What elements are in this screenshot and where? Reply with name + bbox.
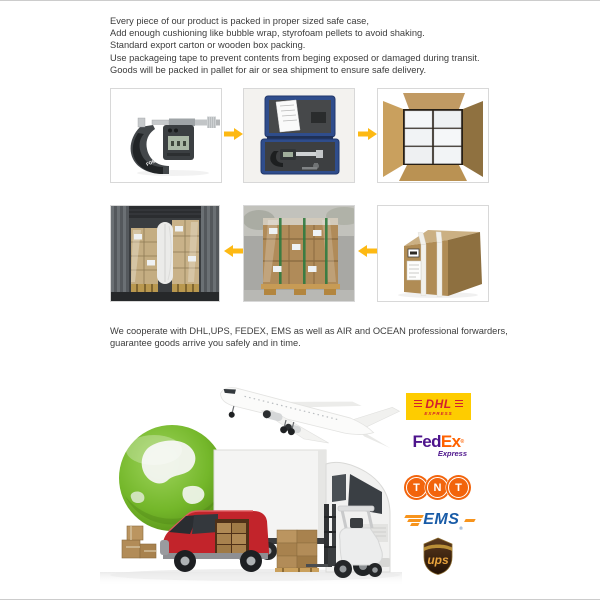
packing-line: Use packageing tape to prevent contents from beging exposed or damaged during transit. [110,52,480,63]
case-illustration [244,89,354,182]
ems-logo [399,509,479,531]
strapped-box-illustration [378,206,488,301]
airplane [215,372,400,460]
shipping-line: guarantee goods arrive you safely and in time. [110,338,301,349]
packing-line: Goods will be packed in pallet for air or sea shipment to ensure safe delivery. [110,64,427,75]
fedex-express-label: Express [437,448,467,458]
photo-digital-micrometer [110,88,222,183]
micrometer-illustration [111,89,221,182]
svg-text:ups: ups [427,553,449,567]
ups-logo [422,537,454,575]
fedex-wordmark: FedEx® [412,431,464,451]
packing-line: Add enough cushioning like bubble wrap, styrofoam pellets to avoid shaking. [110,28,425,39]
carton-illustration [378,89,488,182]
arrow-left-icon [358,245,377,257]
tnt-circle: T [404,475,429,500]
arrow-right-icon [224,128,243,140]
cardboard-boxes [122,526,156,558]
ems-registered-mark: ® [459,526,463,531]
dhl-stripes-left [414,400,422,408]
photo-micrometer-in-case [243,88,355,183]
arrow-left-icon [224,245,243,257]
photo-carton-with-boxes [377,88,489,183]
packing-line: Standard export carton or wooden box packing. [110,40,306,51]
photo-wrapped-pallet [243,205,355,302]
fedex-logo [401,428,475,463]
tnt-circle: T [446,475,471,500]
ems-wing-stripes [400,515,424,526]
ems-wordmark: EMS [423,511,460,528]
dhl-stripes-right [455,400,463,408]
top-divider [0,0,600,1]
ems-dash [464,519,475,522]
photo-strapped-box [377,205,489,302]
tnt-circle: N [425,475,450,500]
photo-container-loading [110,205,220,302]
tnt-logo [404,474,471,501]
packing-line: Every piece of our product is packed in proper sized safe case, [110,16,369,26]
svg-text:FOM: FOM [145,158,157,167]
packing-description [110,15,480,76]
shipping-description [110,325,508,349]
container-illustration [111,206,219,301]
logistics-scene-illustration [100,372,402,586]
dhl-express-label: EXPRESS [424,410,453,416]
shipping-line: We cooperate with DHL,UPS, FEDEX, EMS as well as AIR and OCEAN professional forwarders, [110,326,508,336]
pallet-illustration [244,206,354,301]
arrow-right-icon [358,128,377,140]
dhl-wordmark: DHL [425,396,452,411]
dhl-logo [406,393,471,420]
